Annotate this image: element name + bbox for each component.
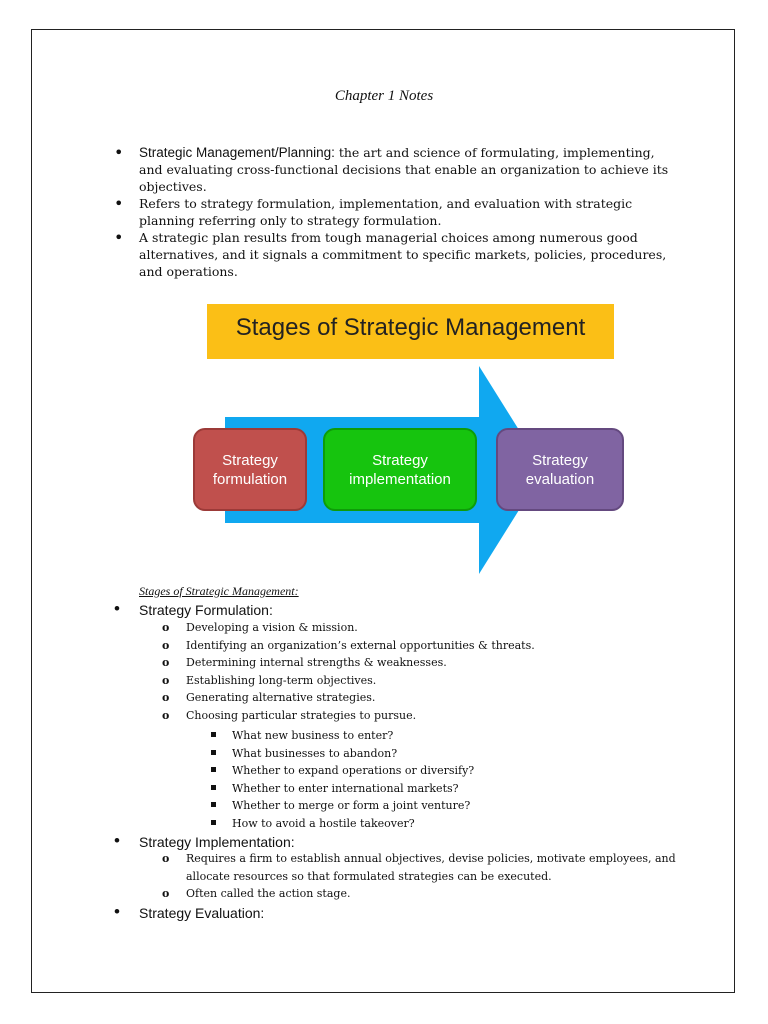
list-item: o Choosing particular strategies to pursue.: [162, 707, 535, 725]
stages-diagram: [190, 304, 628, 580]
stage-heading: • Strategy Evaluation:: [114, 904, 264, 922]
stage-heading: • Strategy Formulation:: [114, 601, 273, 619]
intro-text: A strategic plan results from tough managerial choices among numerous good alternatives, and it signals a commitment to specific markets, policies, procedures, and operations.: [139, 230, 667, 279]
intro-item: [114, 195, 674, 229]
stage-box-evaluation: [496, 428, 624, 511]
stage-box-label: formulation: [212, 470, 288, 488]
stage-implementation: [114, 833, 295, 851]
diagram-title: Stages of Strategic Management: [235, 314, 586, 341]
list-item: Whether to enter international markets?: [208, 780, 474, 798]
stage-box-label: evaluation: [525, 470, 595, 488]
stage-box-implementation: [323, 428, 477, 511]
section-heading: Stages of Strategic Management:: [139, 584, 299, 598]
stage-formulation: [114, 601, 273, 619]
intro-text: Refers to strategy formulation, implementation, and evaluation with strategic planning referring only to strategy formulation.: [139, 196, 633, 228]
intro-item: [114, 144, 674, 195]
stage-evaluation: [114, 904, 264, 922]
formulation-questions: [208, 727, 474, 833]
list-item: o Establishing long-term objectives.: [162, 672, 535, 690]
page-title: Chapter 1 Notes: [334, 88, 434, 104]
list-item: o Determining internal strengths & weaknesses.: [162, 654, 535, 672]
list-item: Whether to expand operations or diversify?: [208, 762, 474, 780]
formulation-steps: [162, 619, 535, 724]
list-item: What businesses to abandon?: [208, 745, 474, 763]
stage-box-formulation: [193, 428, 307, 511]
stage-heading: • Strategy Implementation:: [114, 833, 295, 851]
list-item: How to avoid a hostile takeover?: [208, 815, 474, 833]
diagram-banner: [207, 304, 614, 359]
intro-term: Strategic Management/Planning:: [139, 145, 335, 160]
implementation-steps: [162, 850, 682, 903]
list-item: Whether to merge or form a joint venture?: [208, 797, 474, 815]
list-item: o Identifying an organization’s external opportunities & threats.: [162, 637, 535, 655]
list-item: o Often called the action stage.: [162, 885, 682, 903]
stage-box-label: implementation: [349, 470, 451, 488]
list-item: o Developing a vision & mission.: [162, 619, 535, 637]
list-item: o Requires a firm to establish annual objectives, devise policies, motivate employees, and allocate resources so that formulated strategies can be executed.: [162, 850, 682, 885]
stage-box-label: Strategy: [532, 451, 588, 469]
intro-item: [114, 229, 674, 280]
intro-list: [114, 144, 674, 280]
stage-box-label: Strategy: [222, 451, 278, 469]
list-item: What new business to enter?: [208, 727, 474, 745]
list-item: o Generating alternative strategies.: [162, 689, 535, 707]
intro-text: the art and science of formulating, implementing, and evaluating cross-functional decisions that enable an organization to achieve its objectives.: [139, 145, 669, 194]
stage-box-label: Strategy: [372, 451, 428, 469]
